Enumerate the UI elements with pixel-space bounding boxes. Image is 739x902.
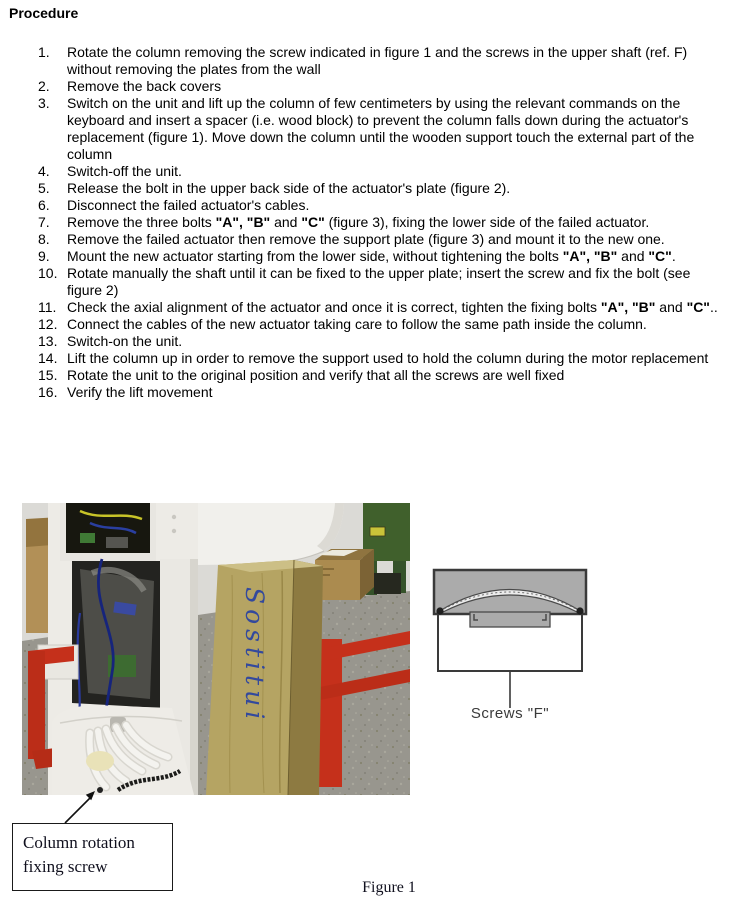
- step-number: 9.: [38, 248, 50, 264]
- procedure-step: [38, 214, 728, 231]
- procedure-step: [38, 333, 728, 350]
- step-number: 6.: [38, 197, 50, 213]
- figure-caption: Figure 1: [362, 879, 416, 896]
- procedure-step: [38, 197, 728, 214]
- step-text: Rotate manually the shaft until it can be fixed to the upper plate; insert the screw and fix the bolt (see figure 2): [67, 265, 691, 298]
- step-number: 14.: [38, 350, 58, 366]
- step-number: 3.: [38, 95, 50, 111]
- callout-line1: Column rotation: [23, 833, 135, 852]
- procedure-step: [38, 248, 728, 265]
- step-text: Remove the failed actuator then remove the support plate (figure 3) and mount it to the new one.: [67, 231, 665, 247]
- page-title: Procedure: [9, 5, 79, 21]
- callout-line2: fixing screw: [23, 857, 108, 876]
- callout-arrow: [55, 783, 105, 827]
- step-number: 13.: [38, 333, 58, 349]
- procedure-step: [38, 350, 728, 367]
- step-number: 8.: [38, 231, 50, 247]
- callout-box: [12, 823, 173, 891]
- machine-base: [52, 705, 194, 795]
- step-number: 15.: [38, 367, 58, 383]
- procedure-step: [38, 44, 728, 78]
- step-number: 12.: [38, 316, 58, 332]
- wood-block: [206, 560, 323, 795]
- procedure-step: [38, 78, 728, 95]
- step-text: Remove the three bolts "A", "B" and "C" (figure 3), fixing the lower side of the failed actuator.: [67, 214, 650, 230]
- procedure-step: [38, 265, 728, 299]
- procedure-step: [38, 299, 728, 316]
- procedure-step: [38, 384, 728, 401]
- step-text: Rotate the unit to the original position and verify that all the screws are well fixed: [67, 367, 565, 383]
- wood-text: Sostitui: [240, 587, 269, 725]
- cardboard-box-center: [315, 549, 374, 600]
- step-number: 16.: [38, 384, 58, 400]
- procedure-step: [38, 95, 728, 163]
- step-text: Remove the back covers: [67, 78, 222, 94]
- step-text: Disconnect the failed actuator's cables.: [67, 197, 310, 213]
- step-number: 2.: [38, 78, 50, 94]
- step-number: 10.: [38, 265, 58, 281]
- step-number: 1.: [38, 44, 50, 60]
- step-text: Switch on the unit and lift up the column of few centimeters by using the relevant commands on the keyboard and insert a spacer (i.e. wood block) to prevent the column falls down during the actuator's replacement (figure 1). Move down the column until the wooden support touch the external part of the column: [67, 95, 695, 162]
- step-text: Mount the new actuator starting from the lower side, without tightening the bolts "A", "B" and "C".: [67, 248, 676, 264]
- step-text: Verify the lift movement: [67, 384, 213, 400]
- step-number: 11.: [38, 299, 57, 315]
- middle-opening: [72, 561, 160, 708]
- step-number: 7.: [38, 214, 50, 230]
- procedure-step: [38, 367, 728, 384]
- procedure-step: [38, 163, 728, 180]
- screws-f-label: Screws "F": [470, 705, 550, 722]
- step-text: Switch-off the unit.: [67, 163, 182, 179]
- screws-f-diagram: [430, 565, 590, 710]
- step-text: Connect the cables of the new actuator taking care to follow the same path inside the column.: [67, 316, 647, 332]
- step-text: Release the bolt in the upper back side of the actuator's plate (figure 2).: [67, 180, 511, 196]
- step-text: Lift the column up in order to remove the support used to hold the column during the motor replacement: [67, 350, 709, 366]
- procedure-step: [38, 180, 728, 197]
- step-number: 4.: [38, 163, 50, 179]
- procedure-list: [38, 44, 728, 401]
- procedure-step: [38, 231, 728, 248]
- diagram-tab: [470, 612, 550, 627]
- step-number: 5.: [38, 180, 50, 196]
- figure1-photo: [22, 503, 410, 795]
- step-text: Rotate the column removing the screw indicated in figure 1 and the screws in the upper shaft (ref. F) without removing the plates from the wall: [67, 44, 688, 77]
- procedure-step: [38, 316, 728, 333]
- step-text: Check the axial alignment of the actuator and once it is correct, tighten the fixing bolts "A", "B" and "C"..: [67, 299, 718, 315]
- step-text: Switch-on the unit.: [67, 333, 183, 349]
